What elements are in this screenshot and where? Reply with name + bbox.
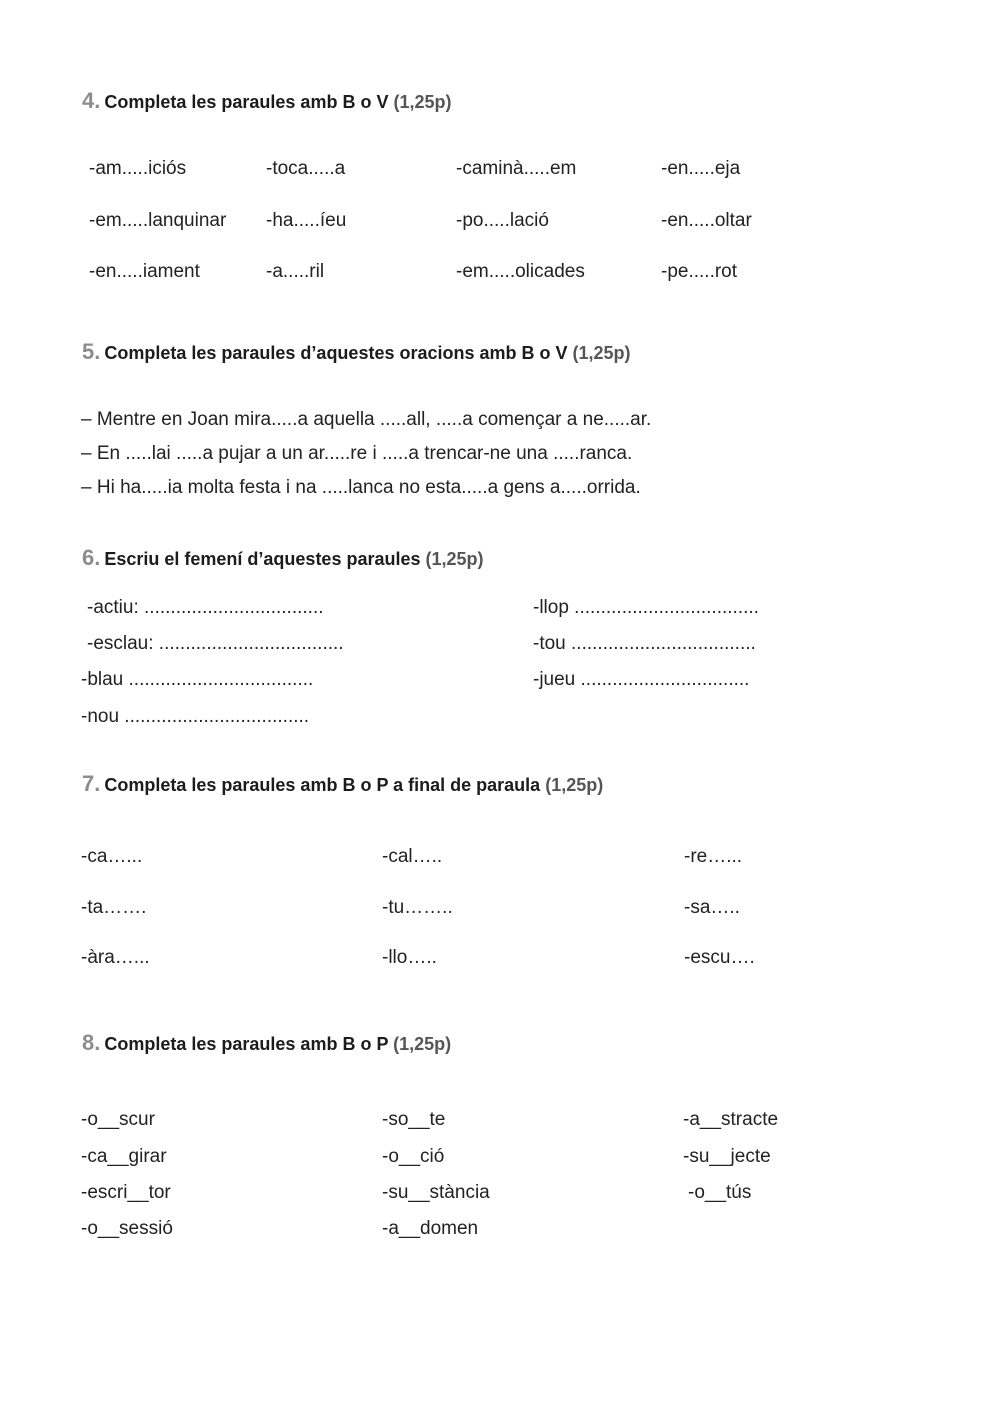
word-item: -llo….. bbox=[382, 947, 437, 968]
sentence: – En .....lai .....a pujar a un ar.....re i .....a trencar-ne una .....ranca. bbox=[81, 443, 633, 464]
word-item: -re…... bbox=[684, 846, 743, 867]
word-item: -em.....olicades bbox=[456, 261, 585, 282]
section-number: 6. bbox=[82, 545, 101, 570]
word-item: -cal….. bbox=[382, 846, 443, 867]
section-points: (1,25p) bbox=[425, 549, 484, 569]
word-item: -tu…….. bbox=[382, 897, 453, 918]
sentence: – Mentre en Joan mira.....a aquella .....all, .....a començar a ne.....ar. bbox=[81, 409, 652, 430]
feminine-item: -blau ................................... bbox=[81, 669, 314, 690]
feminine-item: -jueu ................................ bbox=[533, 669, 750, 690]
word-item: -so__te bbox=[382, 1109, 446, 1130]
word-item: -toca.....a bbox=[266, 158, 346, 179]
section-points: (1,25p) bbox=[393, 92, 452, 112]
word-item: -a.....ril bbox=[266, 261, 325, 282]
sentence: – Hi ha.....ia molta festa i na .....lanca no esta.....a gens a.....orrida. bbox=[81, 477, 641, 498]
word-item: -caminà.....em bbox=[456, 158, 577, 179]
word-item: -escri__tor bbox=[81, 1182, 171, 1203]
word-item: -o__scur bbox=[81, 1109, 155, 1130]
word-item: -ta……. bbox=[81, 897, 147, 918]
section-number: 8. bbox=[82, 1030, 101, 1055]
word-item: -a__stracte bbox=[683, 1109, 779, 1130]
word-item: -ha.....íeu bbox=[266, 210, 347, 231]
word-item: -a__domen bbox=[382, 1218, 479, 1239]
word-item: -su__stància bbox=[382, 1182, 490, 1203]
section-title: Completa les paraules amb B o P bbox=[104, 1034, 389, 1054]
section-number: 7. bbox=[82, 771, 101, 796]
feminine-item: -nou ................................... bbox=[81, 706, 310, 727]
word-item: -em.....lanquinar bbox=[89, 210, 227, 231]
section-number: 5. bbox=[82, 339, 101, 364]
word-item: -am.....iciós bbox=[89, 158, 187, 179]
feminine-item: -llop ................................... bbox=[533, 597, 759, 618]
word-item: -o__sessió bbox=[81, 1218, 173, 1239]
section-points: (1,25p) bbox=[572, 343, 631, 363]
word-item: -pe.....rot bbox=[661, 261, 738, 282]
word-item: -ca…... bbox=[81, 846, 143, 867]
word-item: -en.....iament bbox=[89, 261, 200, 282]
section-title: Escriu el femení d’aquestes paraules bbox=[104, 549, 421, 569]
word-item: -ca__girar bbox=[81, 1146, 167, 1167]
word-item: -en.....eja bbox=[661, 158, 741, 179]
word-item: -àra…... bbox=[81, 947, 150, 968]
word-item: -su__jecte bbox=[683, 1146, 771, 1167]
word-item: -o__tús bbox=[688, 1182, 752, 1203]
feminine-item: -tou ................................... bbox=[533, 633, 756, 654]
section-7-heading bbox=[82, 771, 603, 797]
word-item: -escu…. bbox=[684, 947, 755, 968]
feminine-item: -esclau: ................................... bbox=[87, 633, 344, 654]
word-item: -o__ció bbox=[382, 1146, 445, 1167]
word-item: -sa….. bbox=[684, 897, 740, 918]
section-4-heading bbox=[82, 88, 452, 114]
section-5-heading bbox=[82, 339, 631, 365]
section-8-heading bbox=[82, 1030, 451, 1056]
word-item: -po.....lació bbox=[456, 210, 549, 231]
section-points: (1,25p) bbox=[393, 1034, 452, 1054]
section-title: Completa les paraules amb B o P a final de paraula bbox=[104, 775, 541, 795]
section-number: 4. bbox=[82, 88, 101, 113]
section-title: Completa les paraules d’aquestes oracions amb B o V bbox=[104, 343, 568, 363]
feminine-item: -actiu: .................................. bbox=[87, 597, 324, 618]
section-title: Completa les paraules amb B o V bbox=[104, 92, 389, 112]
word-item: -en.....oltar bbox=[661, 210, 752, 231]
section-points: (1,25p) bbox=[545, 775, 604, 795]
section-6-heading bbox=[82, 545, 484, 571]
